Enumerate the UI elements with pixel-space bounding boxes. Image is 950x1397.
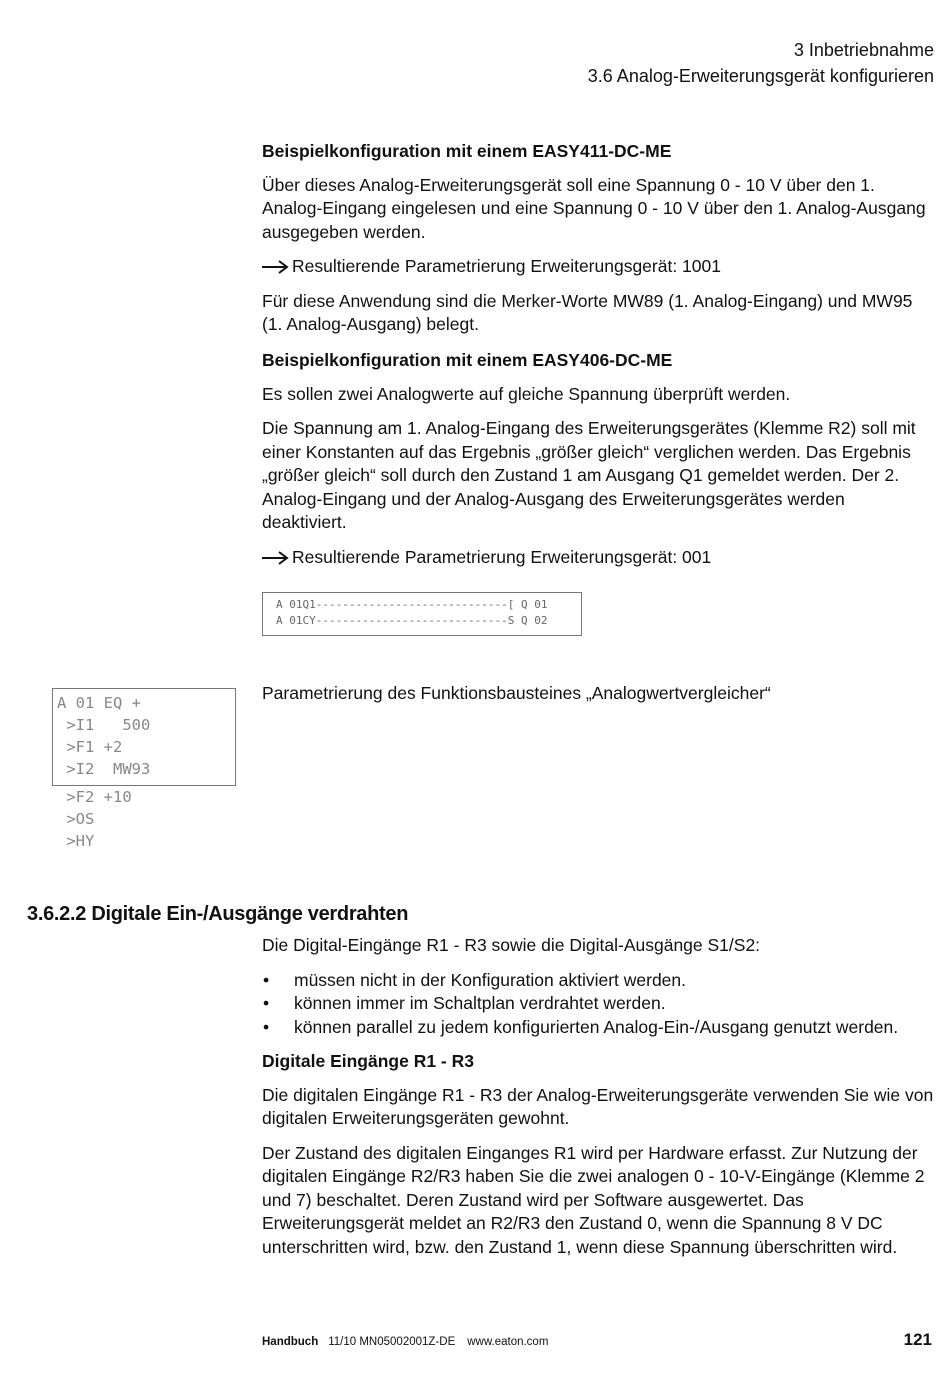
example-2-result — [262, 546, 934, 570]
sub-heading: Digitale Eingänge R1 - R3 — [262, 1051, 474, 1071]
arrow-right-icon — [262, 255, 292, 279]
fb-line: >F1 +2 — [57, 738, 123, 756]
example-1-text-2: Für diese Anwendung sind die Merker-Worte MW89 (1. Analog-Eingang) und MW95 (1. Analog-Ausgang) belegt. — [262, 290, 913, 334]
bullet-list — [262, 969, 934, 1040]
circuit-line-1: A 01Q1-----------------------------[ Q 01 — [276, 598, 548, 611]
bullet-icon: • — [263, 1016, 270, 1037]
fb-line-extra: >OS — [57, 810, 95, 828]
section-para-1: Die digitalen Eingänge R1 - R3 der Analog-Erweiterungsgeräte verwenden Sie wie von digitalen Erweiterungsgeräten gewohnt. — [262, 1084, 934, 1128]
bullet-icon: • — [263, 993, 270, 1013]
fb-caption: Parametrierung des Funktionsbausteines „Analogwertvergleicher“ — [262, 683, 771, 703]
example-1-heading: Beispielkonfiguration mit einem EASY411-DC-ME — [262, 141, 672, 161]
section-title: 3.6.2.2 Digitale Ein-/Ausgänge verdrahten — [27, 903, 409, 925]
arrow-right-icon — [262, 546, 292, 570]
header-section: 3.6 Analog-Erweiterungsgerät konfigurieren — [587, 66, 934, 86]
footer-doc: 11/10 MN05002001Z-DE — [328, 1336, 456, 1348]
fb-line: >I1 500 — [57, 716, 151, 734]
list-item: • können immer im Schaltplan verdrahtet werden. — [262, 992, 934, 1016]
example-2-text-2: Die Spannung am 1. Analog-Eingang des Erweiterungsgerätes (Klemme R2) soll mit einer Konstanten auf das Ergebnis „größer gleich“ verglichen werden. Das Ergebnis „größer gleich“ soll durch den Zustand 1 am Ausgang Q1 gemeldet werden. Der 2. Analog-Eingang und der Analog-Ausgang des Erweiterungsgerätes werden deaktiviert. — [262, 418, 916, 532]
list-item: • müssen nicht in der Konfiguration aktiviert werden. — [262, 969, 934, 993]
example-1-result — [262, 255, 934, 279]
section-body — [262, 934, 934, 1259]
example-1 — [262, 140, 934, 337]
list-item: • können parallel zu jedem konfigurierten Analog-Ein-/Ausgang genutzt werden. — [262, 1016, 934, 1040]
example-2 — [262, 349, 934, 569]
fb-line: A 01 EQ + — [57, 694, 141, 712]
example-2-heading: Beispielkonfiguration mit einem EASY406-DC-ME — [262, 350, 673, 370]
footer-url: www.eaton.com — [467, 1336, 549, 1348]
example-2-result-text: Resultierende Parametrierung Erweiterungsgerät: 001 — [292, 546, 712, 567]
example-1-text: Über dieses Analog-Erweiterungsgerät soll eine Spannung 0 - 10 V über den 1. Analog-Eingang eingelesen und eine Spannung 0 - 10 V über den 1. Analog-Ausgang ausgegeben werden. — [262, 174, 926, 242]
circuit-line-2: A 01CY-----------------------------S Q 02 — [276, 614, 548, 627]
section-intro: Die Digital-Eingänge R1 - R3 sowie die Digital-Ausgänge S1/S2: — [262, 935, 761, 955]
footer — [262, 1336, 548, 1348]
example-2-text: Es sollen zwei Analogwerte auf gleiche Spannung überprüft werden. — [262, 383, 791, 404]
fb-line-extra: >F2 +10 — [57, 788, 132, 806]
header-chapter: 3 Inbetriebnahme — [793, 40, 934, 60]
example-1-result-text: Resultierende Parametrierung Erweiterungsgerät: 1001 — [292, 256, 721, 276]
circuit-diagram — [262, 592, 582, 636]
fb-line-extra: >HY — [57, 832, 95, 850]
section-para-2: Der Zustand des digitalen Einganges R1 wird per Hardware erfasst. Zur Nutzung der digitalen Eingänge R2/R3 haben Sie die zwei analogen 0 - 10-V-Eingänge (Klemme 2 und 7) beschaltet. Deren Zustand wird per Software ausgewertet. Das Erweiterungsgerät meldet an R2/R3 den Zustand 0, wenn die Spannung 8 V DC unterschritten wird, bzw. den Zustand 1, wenn diese Spannung überschritten wird. — [262, 1142, 925, 1257]
footer-label: Handbuch — [262, 1336, 319, 1348]
page-number: 121 — [903, 1330, 932, 1349]
fb-line: >I2 MW93 — [57, 760, 151, 778]
bullet-icon: • — [263, 969, 270, 990]
